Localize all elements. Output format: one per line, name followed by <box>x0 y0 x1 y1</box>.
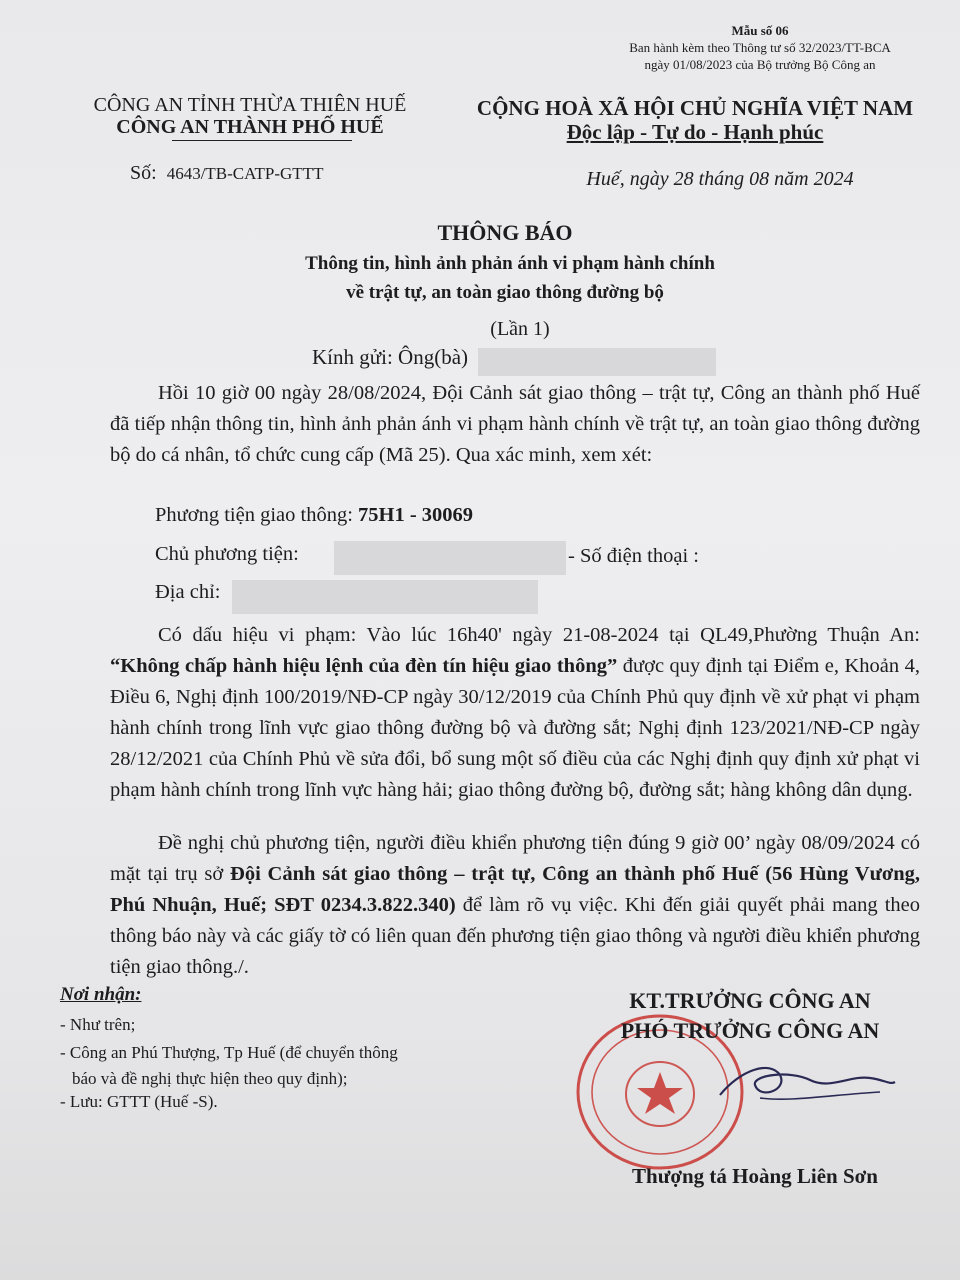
address-label: Địa chỉ: <box>155 581 221 603</box>
request-location: Đội Cảnh sát giao thông – trật tự, Công an thành phố Huế (56 Hùng Vương, Phú Nhuận, Huế; SĐT 0234.3.822.340) <box>110 863 920 916</box>
redacted-owner-name <box>334 541 566 575</box>
agency-underline <box>172 140 352 141</box>
agency-parent: CÔNG AN TỈNH THỪA THIÊN HUẾ <box>93 94 407 116</box>
recipient-line <box>312 345 468 370</box>
form-reference <box>610 22 910 73</box>
vehicle-plate: 75H1 - 30069 <box>358 504 474 526</box>
document-subtitle-1: Thông tin, hình ảnh phản ánh vi phạm hành chính <box>305 253 715 274</box>
violation-paragraph <box>110 620 920 806</box>
recipients-heading: Nơi nhận: <box>60 984 142 1005</box>
form-line-2: ngày 01/08/2023 của Bộ trưởng Bộ Công an <box>644 57 876 72</box>
request-paragraph <box>110 828 920 983</box>
nation-name: CỘNG HOÀ XÃ HỘI CHỦ NGHĨA VIỆT NAM <box>476 96 914 120</box>
form-number: Mẫu số 06 <box>731 23 789 38</box>
signature-title-2: PHÓ TRƯỞNG CÔNG AN <box>620 1018 880 1043</box>
document-date: Huế, ngày 28 tháng 08 năm 2024 <box>586 168 854 190</box>
owner-row <box>155 543 299 566</box>
recipient-item-1: - Như trên; <box>60 1015 136 1034</box>
owner-label: Chủ phương tiện: <box>155 543 299 565</box>
agency-name: CÔNG AN THÀNH PHỐ HUẾ <box>116 116 384 138</box>
signature-title-1: KT.TRƯỞNG CÔNG AN <box>629 988 871 1013</box>
nation-motto <box>460 120 930 145</box>
recipient-item-3: - Lưu: GTTT (Huế -S). <box>60 1092 218 1111</box>
request-details: để làm rõ vụ việc. Khi đến giải quyết phải mang theo thông báo này và các giấy tờ có liên quan đến phương tiện giao thông và người điều khiển phương tiện giao thông./. <box>110 894 920 978</box>
intro-paragraph: Hồi 10 giờ 00 ngày 28/08/2024, Đội Cảnh sát giao thông – trật tự, Công an thành phố Huế đã tiếp nhận thông tin, hình ảnh phản ánh vi phạm hành chính về trật tự, an toàn giao thông đường bộ do cá nhân, tổ chức cung cấp (Mã 25). Qua xác minh, xem xét: <box>110 382 920 466</box>
redacted-recipient-name <box>478 348 716 376</box>
attempt-number: (Lần 1) <box>490 318 550 340</box>
violation-description: “Không chấp hành hiệu lệnh của đèn tín hiệu giao thông” <box>110 655 618 677</box>
address-row <box>155 581 220 604</box>
violation-intro: Có dấu hiệu vi phạm: Vào lúc 16h40' ngày 21-08-2024 tại QL49,Phường Thuận An: <box>158 624 920 646</box>
form-line-1: Ban hành kèm theo Thông tư số 32/2023/TT-BCA <box>629 40 891 55</box>
request-intro: Đề nghị chủ phương tiện, người điều khiển phương tiện đúng 9 giờ 00’ ngày 08/09/2024 có mặt tại trụ sở <box>110 832 920 885</box>
document-title: THÔNG BÁO <box>437 220 573 245</box>
recipient-label: Kính gửi: Ông(bà) <box>312 345 469 369</box>
recipient-item-2-cont: báo và đề nghị thực hiện theo quy định); <box>72 1069 348 1088</box>
handwritten-signature <box>700 1040 900 1120</box>
phone-label: - Số điện thoại : <box>568 545 699 567</box>
violation-legal-basis: được quy định tại Điểm e, Khoản 4, Điều 6, Nghị định 100/2019/NĐ-CP ngày 30/12/2019 của Chính Phủ quy định về xử phạt vi phạm hành chính trong lĩnh vực giao thông đường bộ và đường sắt; Nghị định 123/2021/NĐ-CP ngày 28/12/2021 của Chính Phủ về sửa đổi, bổ sung một số điều của các Nghị định quy định xử phạt vi phạm hành chính trong lĩnh vực hàng hải; giao thông đường bộ, đường sắt; hàng không dân dụng. <box>110 655 920 801</box>
document-subtitle-2: về trật tự, an toàn giao thông đường bộ <box>346 282 664 303</box>
vehicle-row <box>155 504 473 527</box>
doc-number-label: Số: <box>130 162 157 184</box>
vehicle-label: Phương tiện giao thông: <box>155 504 353 526</box>
doc-number-value: 4643/TB-CATP-GTTT <box>166 164 324 183</box>
document-number <box>130 162 323 185</box>
recipient-item-2: - Công an Phú Thượng, Tp Huế (để chuyển thông <box>60 1043 398 1062</box>
redacted-address <box>232 580 538 614</box>
signer-name: Thượng tá Hoàng Liên Sơn <box>632 1164 878 1188</box>
motto-text: Độc lập - Tự do - Hạnh phúc <box>566 120 824 144</box>
